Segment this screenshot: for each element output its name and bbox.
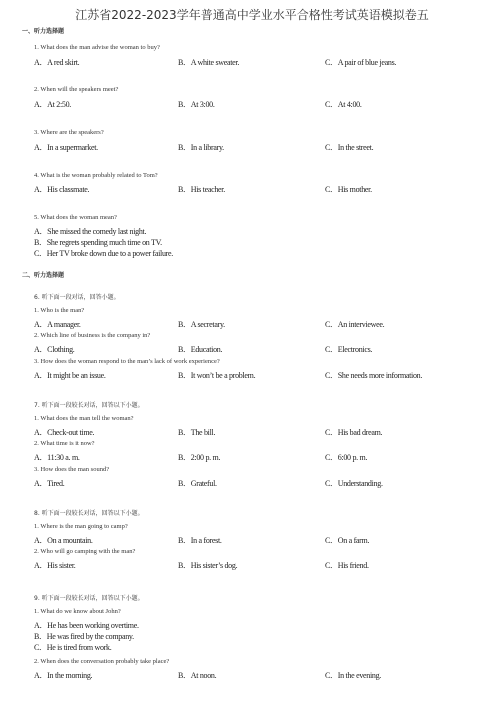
group-intro: 7. 听下面一段较长对话，回答以下小题。 <box>34 402 144 409</box>
option-b: B．In a library. <box>178 143 224 152</box>
question-stem: 5. What does the woman mean? <box>34 214 117 221</box>
question-stem: 1. What do we know about John? <box>34 608 121 615</box>
question-stem: 2. When does the conversation probably take place? <box>34 658 170 665</box>
option-b: B．2:00 p. m. <box>178 453 221 462</box>
option-a: A．Tired. <box>34 479 65 488</box>
option-c: C．His bad dream. <box>325 428 383 437</box>
option-c: C．At 4:00. <box>325 100 362 109</box>
question-stem: 1. Where is the man going to camp? <box>34 523 128 530</box>
option-a: A．At 2:50. <box>34 100 72 109</box>
group-intro: 9. 听下面一段较长对话，回答以下小题。 <box>34 595 144 602</box>
option-a: A．On a mountain. <box>34 536 93 545</box>
option-c: C．In the street. <box>325 143 374 152</box>
question-stem: 1. What does the man tell the woman? <box>34 415 134 422</box>
option-c: C．Her TV broke down due to a power failure. <box>34 249 173 258</box>
question-stem: 4. What is the woman probably related to Tom? <box>34 172 158 179</box>
group-intro: 8. 听下面一段较长对话，回答以下小题。 <box>34 510 144 517</box>
question-stem: 1. Who is the man? <box>34 307 85 314</box>
option-a: A．It might be an issue. <box>34 371 106 380</box>
option-a: A．In a supermarket. <box>34 143 98 152</box>
option-b: B．Education. <box>178 345 223 354</box>
option-c: C．His friend. <box>325 561 369 570</box>
option-c: C．An interviewee. <box>325 320 385 329</box>
option-a: A．11:30 a. m. <box>34 453 80 462</box>
question-stem: 3. How does the woman respond to the man’s lack of work experience? <box>34 358 220 365</box>
option-b: B．The bill. <box>178 428 216 437</box>
group-intro: 6. 听下面一段对话，回答小题。 <box>34 294 120 301</box>
question-stem: 3. How does the man sound? <box>34 466 110 473</box>
option-c: C．A pair of blue jeans. <box>325 58 397 67</box>
option-b: B．At noon. <box>178 671 217 680</box>
option-c: C．On a farm. <box>325 536 370 545</box>
option-a: A．Clothing. <box>34 345 75 354</box>
question-stem: 2. Which line of business is the company in? <box>34 332 151 339</box>
option-a: A．His sister. <box>34 561 76 570</box>
question-stem: 2. What time is it now? <box>34 440 95 447</box>
option-a: A．She missed the comedy last night. <box>34 227 147 236</box>
section-heading-1: 一、听力选择题 <box>22 28 65 35</box>
option-b: B．She regrets spending much time on TV. <box>34 238 162 247</box>
option-b: B．It won’t be a problem. <box>178 371 256 380</box>
option-b: B．In a forest. <box>178 536 222 545</box>
option-b: B．His teacher. <box>178 185 225 194</box>
option-c: C．6:00 p. m. <box>325 453 368 462</box>
option-c: C．She needs more information. <box>325 371 423 380</box>
option-a: A．He has been working overtime. <box>34 621 139 630</box>
question-stem: 1. What does the man advise the woman to buy? <box>34 44 160 51</box>
option-c: C．Understanding. <box>325 479 383 488</box>
option-c: C．In the evening. <box>325 671 381 680</box>
option-b: B．He was fired by the company. <box>34 632 134 641</box>
option-a: A．His classmate. <box>34 185 90 194</box>
option-a: A．In the morning. <box>34 671 93 680</box>
question-stem: 2. Who will go camping with the man? <box>34 548 136 555</box>
page-title: 江苏省2022-2023学年普通高中学业水平合格性考试英语模拟卷五 <box>75 8 429 22</box>
option-a: A．A manager. <box>34 320 81 329</box>
option-b: B．Grateful. <box>178 479 217 488</box>
option-b: B．At 3:00. <box>178 100 215 109</box>
option-b: B．A secretary. <box>178 320 225 329</box>
option-c: C．Electronics. <box>325 345 373 354</box>
question-stem: 2. When will the speakers meet? <box>34 86 119 93</box>
option-c: C．He is tired from work. <box>34 643 112 652</box>
option-c: C．His mother. <box>325 185 372 194</box>
option-a: A．A red skirt. <box>34 58 80 67</box>
section-heading-2: 二、听力选择题 <box>22 272 65 279</box>
option-b: B．His sister’s dog. <box>178 561 238 570</box>
option-a: A．Check-out time. <box>34 428 95 437</box>
option-b: B．A white sweater. <box>178 58 240 67</box>
question-stem: 3. Where are the speakers? <box>34 129 104 136</box>
